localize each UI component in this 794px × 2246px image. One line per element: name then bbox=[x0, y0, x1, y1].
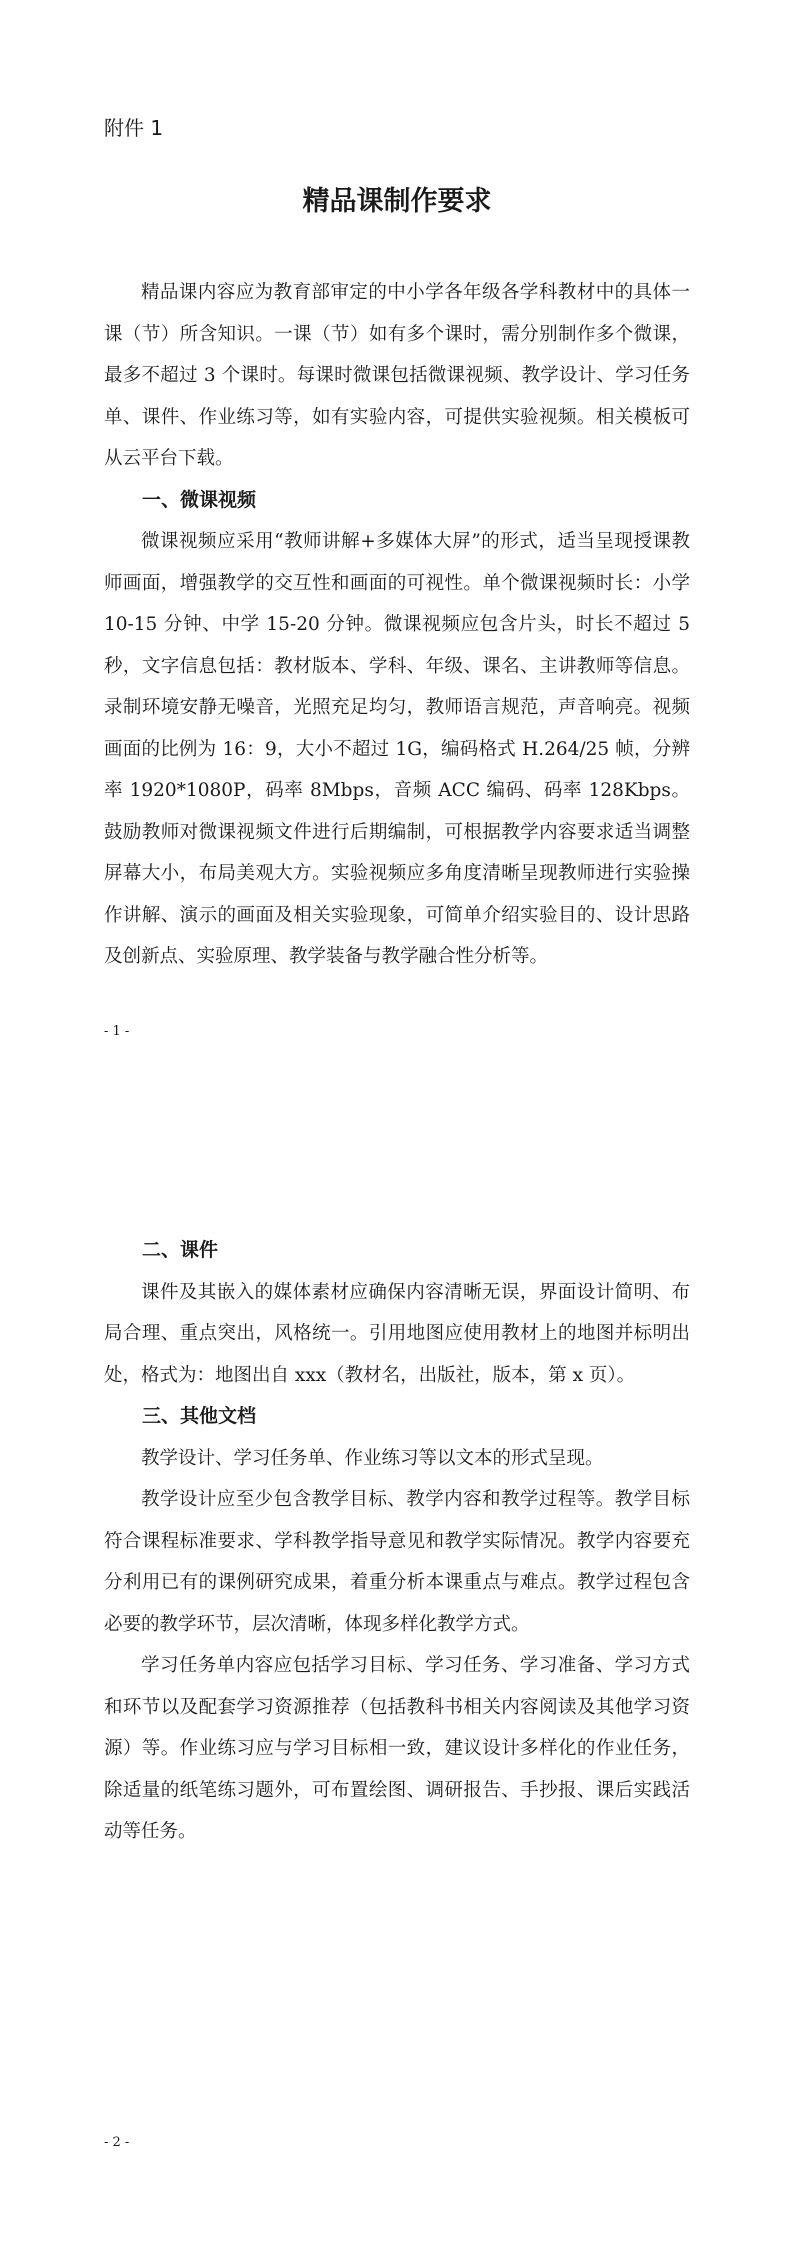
other-documents-paragraph-2: 教学设计应至少包含教学目标、教学内容和教学过程等。教学目标符合课程标准要求、学科教学指导意见和教学实际情况。教学内容要充分利用已有的课例研究成果，着重分析本课重点与难点。教学过程包含必要的教学环节，层次清晰，体现多样化教学方式。 bbox=[104, 1489, 690, 1635]
intro-paragraph: 精品课内容应为教育部审定的中小学各年级各学科教材中的具体一课（节）所含知识。一课（节）如有多个课时，需分别制作多个微课，最多不超过 3 个课时。每课时微课包括微课视频、教学设计、学习任务单、课件、作业练习等，如有实验内容，可提供实验视频。相关模板可从云平台下载。 bbox=[104, 282, 690, 469]
page-number-2: - 2 - bbox=[104, 2135, 130, 2150]
page-number-1: - 1 - bbox=[104, 1024, 130, 1039]
section-heading-other-documents: 三、其他文档 bbox=[142, 1405, 257, 1427]
attachment-label: 附件 1 bbox=[104, 116, 164, 140]
other-documents-paragraph-1: 教学设计、学习任务单、作业练习等以文本的形式呈现。 bbox=[141, 1447, 604, 1469]
micro-video-paragraph: 微课视频应采用“教师讲解+多媒体大屏”的形式，适当呈现授课教师画面，增强教学的交互性和画面的可视性。单个微课视频时长：小学 10-15 分钟、中学 15-20 分钟。微课视频应包含片头，时长不超过 5 秒，文字信息包括：教材版本、学科、年级、课名、主讲教师等信息。录制环境安静无噪音，光照充足均匀，教师语言规范，声音响亮。视频画面的比例为 16：9，大小不超过 1G，编码格式 H.264/25 帧，分辨率 1920*1080P，码率 8Mbps，音频 ACC 编码、码率 128Kbps。鼓励教师对微课视频文件进行后期编制，可根据教学内容要求适当调整屏幕大小，布局美观大方。实验视频应多角度清晰呈现教师进行实验操作讲解、演示的画面及相关实验现象，可简单介绍实验目的、设计思路及创新点、实验原理、教学装备与教学融合性分析等。 bbox=[104, 531, 690, 967]
document-page-2 bbox=[0, 1123, 794, 2246]
other-documents-paragraph-3: 学习任务单内容应包括学习目标、学习任务、学习准备、学习方式和环节以及配套学习资源推荐（包括教科书相关内容阅读及其他学习资源）等。作业练习应与学习目标相一致，建议设计多样化的作业任务，除适量的纸笔练习题外，可布置绘图、调研报告、手抄报、课后实践活动等任务。 bbox=[104, 1655, 690, 1842]
document-title: 精品课制作要求 bbox=[302, 186, 492, 217]
courseware-paragraph: 课件及其嵌入的媒体素材应确保内容清晰无误，界面设计简明、布局合理、重点突出，风格统一。引用地图应使用教材上的地图并标明出处，格式为：地图出自 xxx（教材名，出版社，版本，第 x 页）。 bbox=[104, 1281, 690, 1386]
section-heading-micro-video: 一、微课视频 bbox=[142, 488, 257, 511]
section-heading-courseware: 二、课件 bbox=[142, 1239, 219, 1261]
page-2-body bbox=[104, 1230, 690, 1853]
page-1-body bbox=[104, 272, 690, 978]
